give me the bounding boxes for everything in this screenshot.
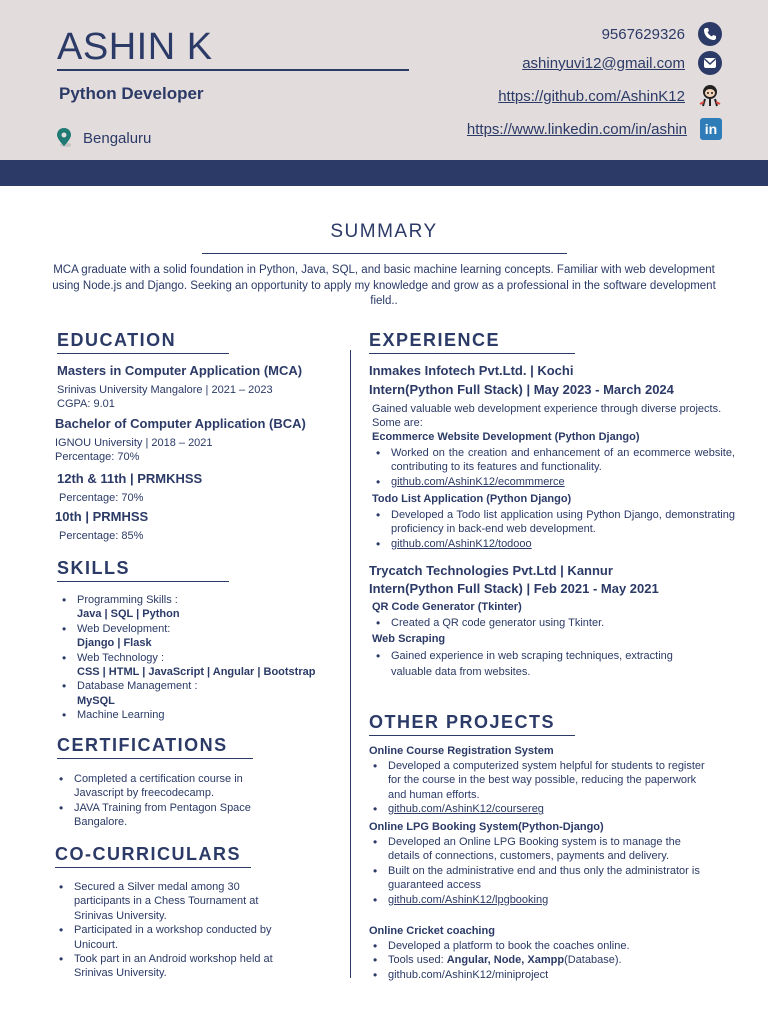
list-item [372,968,708,982]
project-name: Todo List Application (Python Django) [372,493,572,505]
education-heading: EDUCATION [57,330,177,350]
linkedin-link[interactable]: https://www.linkedin.com/in/ashin [466,120,687,138]
certifications-heading: CERTIFICATIONS [57,735,228,755]
list-item: • Completed a certification course in Javascript by freecodecamp. [58,772,283,801]
project-bullets [372,939,708,982]
summary-heading: SUMMARY [330,221,438,242]
list-item [372,802,708,816]
github-link[interactable]: https://github.com/AshinK12 [498,87,685,105]
education-detail: Srinivas University Mangalore | 2021 – 2023 [57,384,273,396]
project-link[interactable]: github.com/AshinK12/ecommmerce [391,475,565,488]
project-link[interactable]: github.com/AshinK12/lpgbooking [388,893,549,906]
contact-phone [602,22,722,46]
contact-email [522,51,722,75]
experience-heading: EXPERIENCE [369,330,501,350]
phone-icon [698,22,722,46]
skills-heading: SKILLS [57,558,131,578]
project-name: Online Course Registration System [369,745,554,757]
project-name: Online Cricket coaching [369,925,495,937]
list-item: • Programming Skills : Java | SQL | Python [61,593,346,622]
column-divider [350,350,351,978]
github-octocat-icon [698,84,722,108]
education-degree: Masters in Computer Application (MCA) [57,363,303,378]
list-item: • Took part in an Android workshop held at Srinivas University. [58,952,288,981]
list-item: • Participated in a workshop conducted by Unicourt. [58,923,288,952]
list-item: • Built on the administrative end and thus only the administrator is guaranteed access [372,864,702,893]
job-title: Python Developer [59,84,204,103]
certifications-list [58,772,283,830]
summary-underline [202,253,567,254]
project-link[interactable]: github.com/AshinK12/miniproject [388,968,549,981]
job-position: Intern(Python Full Stack) | Feb 2021 - May 2021 [369,581,659,596]
list-item: • Secured a Silver medal among 30 participants in a Chess Tournament at Srinivas University. [58,880,288,923]
company-name: Trycatch Technologies Pvt.Ltd | Kannur [369,563,613,578]
education-underline [57,353,229,354]
list-item: • Developed an Online LPG Booking system is to manage the details of connections, customers, payments and delivery. [372,835,702,864]
project-bullets [375,649,715,680]
education-score: CGPA: 9.01 [57,398,115,410]
company-name: Inmakes Infotech Pvt.Ltd. | Kochi [369,363,574,378]
project-bullets [372,759,708,817]
list-item: • Machine Learning [61,708,346,722]
list-item: • JAVA Training from Pentagon Space Bangalore. [58,801,283,830]
list-item: • Tools used: Angular, Node, Xampp(Database). [372,953,708,967]
location-pin-icon [57,128,71,148]
header-divider-bar [0,160,768,186]
education-score: Percentage: 70% [55,451,140,463]
contact-linkedin [467,118,722,140]
list-item: • Created a QR code generator using Tkinter. [375,616,735,630]
project-name: QR Code Generator (Tkinter) [372,601,522,613]
education-detail: IGNOU University | 2018 – 2021 [55,437,213,449]
location [57,128,151,148]
education-degree: 10th | PRMHSS [55,509,149,524]
location-text: Bengaluru [83,129,152,147]
other-projects-underline [369,735,575,736]
project-name: Web Scraping [372,633,446,645]
list-item: • Developed a computerized system helpful for students to register for the course in the best way possible, reducing the paperwork and human efforts. [372,759,708,802]
education-degree: Bachelor of Computer Application (BCA) [55,416,306,431]
list-item: • Developed a Todo list application using Python Django, demonstrating proficiency in back-end web development. [375,508,735,537]
project-name: Ecommerce Website Development (Python Django) [372,431,640,443]
project-bullets [372,835,702,907]
project-name: Online LPG Booking System(Python-Django) [369,821,604,833]
skills-underline [57,581,229,582]
cocurricular-underline [55,867,251,868]
project-bullets [375,616,735,630]
list-item: • Database Management : MySQL [61,679,346,708]
summary-text: MCA graduate with a solid foundation in Python, Java, SQL, and basic machine learning concepts. Familiar with web development using Node.js and Django. Seeking an opportunity to apply my knowledge and grow as a professional in the software development field.. [52,264,716,307]
email-link[interactable]: ashinyuvi12@gmail.com [522,54,685,72]
contact-github [498,84,722,108]
list-item [375,537,735,551]
list-item: • Web Development: Django | Flask [61,622,346,651]
list-item: • Developed a platform to book the coaches online. [372,939,708,953]
education-degree: 12th & 11th | PRMKHSS [57,471,203,486]
cocurricular-list [58,880,288,981]
list-item [375,475,735,489]
linkedin-icon: in [700,118,722,140]
skills-list [61,593,346,723]
list-item [372,893,702,907]
list-item: • Web Technology : CSS | HTML | JavaScript | Angular | Bootstrap [61,651,346,680]
name-underline [57,69,409,71]
project-link[interactable]: github.com/AshinK12/todooo [391,537,532,550]
phone-number: 9567629326 [601,25,685,43]
other-projects-heading: OTHER PROJECTS [369,712,556,732]
list-item: • Gained experience in web scraping techniques, extracting valuable data from websites. [375,649,715,680]
cocurricular-heading: CO-CURRICULARS [55,844,241,864]
candidate-name: ASHIN K [57,26,213,68]
education-score: Percentage: 70% [59,492,144,504]
experience-underline [369,353,575,354]
certifications-underline [57,758,253,759]
mail-icon [698,51,722,75]
project-bullets [375,508,735,551]
job-position: Intern(Python Full Stack) | May 2023 - March 2024 [369,382,674,397]
list-item: • Worked on the creation and enhancement of an ecommerce website, contributing to its features and functionality. [375,446,735,475]
project-link[interactable]: github.com/AshinK12/coursereg [388,803,544,816]
project-bullets [375,446,735,489]
job-description: Gained valuable web development experience through diverse projects. Some are: [372,403,722,429]
education-score: Percentage: 85% [59,530,144,542]
